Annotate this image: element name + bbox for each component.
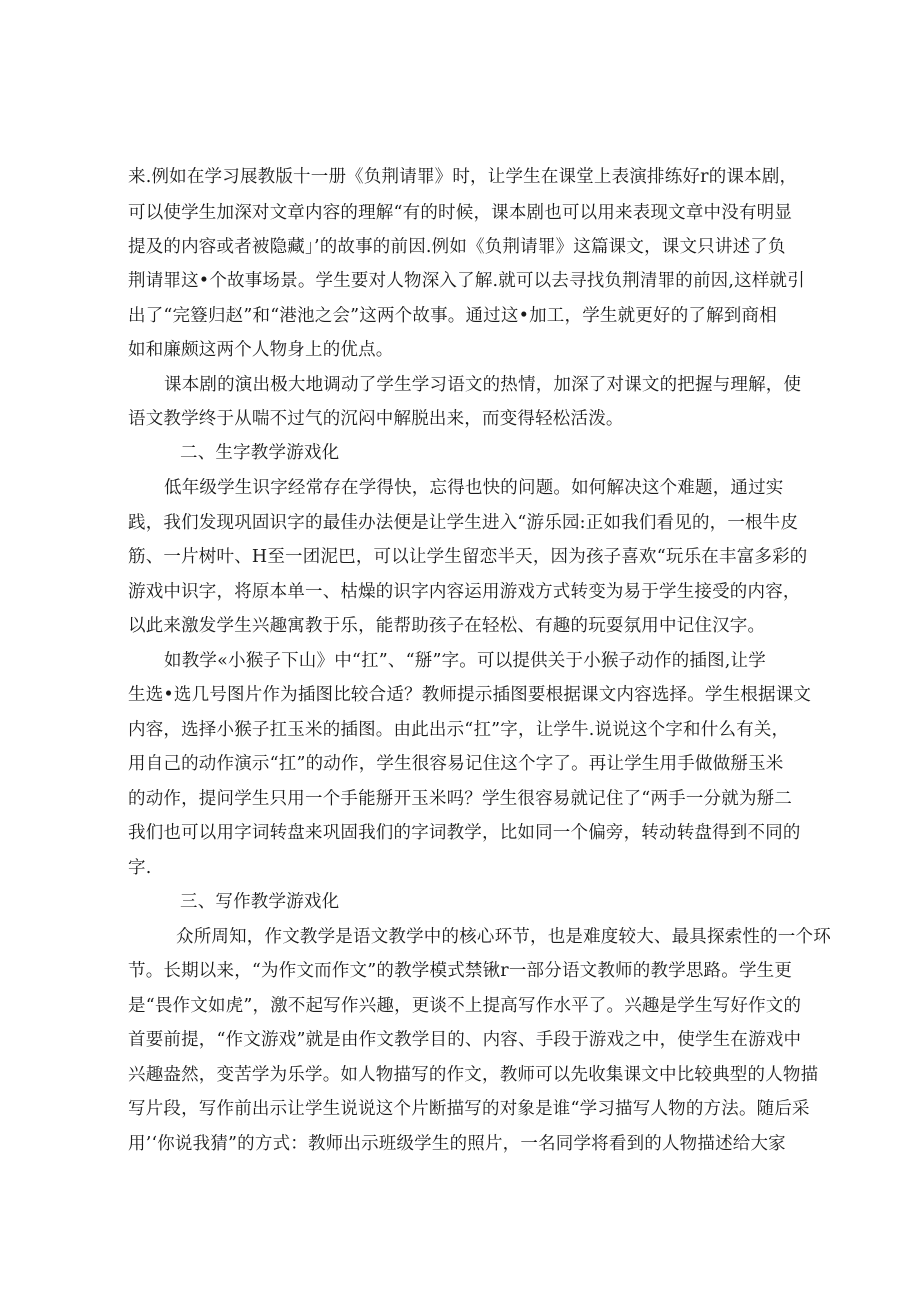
paragraph-line: 如教学«小猴子下山》中“扛”、“掰”字。可以提供关于小猴子动作的插图,让学 — [164, 651, 766, 671]
paragraph-line: 兴趣盎然，变苦学为乐学。如人物描写的作文，教师可以先收集课文中比较典型的人物描 — [128, 1065, 819, 1085]
paragraph-line: 践，我们发现巩固识字的最佳办法便是让学生进入“游乐园:正如我们看见的，一根牛皮 — [128, 513, 799, 533]
paragraph-line: 的动作，提问学生只用一个手能掰开玉米吗？学生很容易就记住了“两手一分就为掰二 — [128, 789, 793, 809]
paragraph-line: 筋、一片树叶、H至一团泥巴，可以让学生留恋半天，因为孩子喜欢“玩乐在丰富多彩的 — [128, 547, 808, 567]
paragraph-line: 内容，选择小猴子扛玉米的插图。由此出示“扛”字，让学牛.说说这个字和什么有关， — [128, 720, 790, 740]
paragraph-line: 来.例如在学习展教版十一册《负荆请罪》时，让学生在课堂上表演排练好r的课本剧， — [128, 167, 798, 187]
paragraph-line: 游戏中识字，将原本单一、枯燥的识字内容运用游戏方式转变为易于学生接受的内容， — [128, 582, 801, 602]
section-heading: 三、写作教学游戏化 — [180, 892, 340, 912]
paragraph-line: 是“畏作文如虎”，激不起写作兴趣，更谈不上提高写作水平了。兴趣是学生写好作文的 — [128, 996, 802, 1016]
paragraph-line: 以此来激发学生兴趣寓教于乐，能帮助孩子在轻松、有趣的玩耍氛用中记住汉字。 — [128, 616, 766, 636]
paragraph-line: 用’‘你说我猜”的方式：教师出示班级学生的照片，一名同学将看到的人物描述给大家 — [128, 1134, 786, 1154]
paragraph-line: 语文教学终于从喘不过气的沉闷中解脱出来，而变得轻松活泼。 — [128, 409, 624, 429]
paragraph-line: 首要前提，“作文游戏”就是由作文教学目的、内容、手段于游戏之中，使学生在游戏中 — [128, 1030, 802, 1050]
paragraph-line: 用自己的动作演示“扛”的动作，学生很容易记住这个字了。再让学生用手做做掰玉米 — [128, 754, 784, 774]
paragraph-line: 低年级学生识字经常存在学得快，忘得也快的问题。如何解决这个难题，通过实 — [164, 478, 784, 498]
paragraph-line: 生选•选几号图片作为插图比较合适？教师提示插图要根据课文内容选择。学生根据课文 — [128, 685, 812, 705]
paragraph-line: 字. — [128, 858, 152, 878]
paragraph-line: 我们也可以用字词转盘来巩固我们的字词教学，比如同一个偏旁，转动转盘得到不同的 — [128, 823, 801, 843]
paragraph-line: 课本剧的演出极大地调动了学生学习语文的热情，加深了对课文的把握与理解，使 — [164, 375, 802, 395]
paragraph-line: 出了“完簦归赵”和“港池之会”这两个故事。通过这•加工，学生就更好的了解到商相 — [128, 306, 777, 326]
paragraph-line: 荆请罪这•个故事场景。学生要对人物深入了解.就可以去寻找负荆清罪的前因,这样就引 — [128, 271, 805, 291]
paragraph-line: 可以使学生加深对文章内容的理解“有的时候，课本剧也可以用来表现文章中没有明显 — [128, 203, 793, 223]
paragraph-line: 提及的内容或者被隐藏」’的故事的前因.例如《负荆请罪》这篇课文，课文只讲述了负 — [128, 237, 786, 257]
section-heading: 二、生字教学游戏化 — [180, 443, 340, 463]
paragraph-line: 众所周知，作文教学是语文教学中的核心环节，也是难度较大、最具探索性的一个环 — [176, 927, 831, 947]
paragraph-line: 节。长期以来，“为作文而作文”的教学模式禁锹r一部分语文教师的教学思路。学生更 — [128, 961, 793, 981]
paragraph-line: 如和廉颇这两个人物身上的优点。 — [128, 340, 394, 360]
paragraph-line: 写片段，写作前出示让学生说说这个片断描写的对象是谁“学习描写人物的方法。随后采 — [128, 1099, 810, 1119]
